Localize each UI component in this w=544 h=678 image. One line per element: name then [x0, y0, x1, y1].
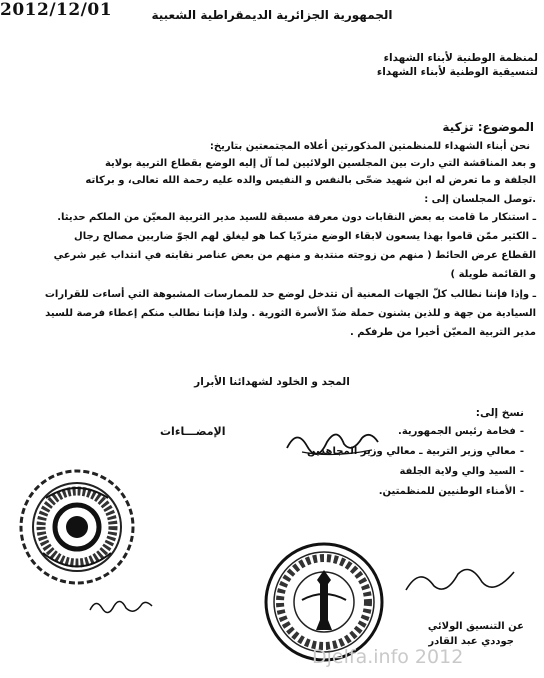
- copy-to-item: -السيد والي ولاية الجلفة: [399, 466, 524, 477]
- body-line: نحن أبناء الشهداء للمنظمتين المذكورتين أعلاه المجتمعتين بتاريخ:: [209, 141, 530, 152]
- body-line: الجلفة و ما تعرض له ابن شهيد ضحّى بالنفس و النفيس والده عليه رحمة الله تعالى، و بركاته: [85, 175, 536, 186]
- copy-to-item: -معالي وزير التربية ـ معالي وزير المجاهدين: [307, 446, 524, 457]
- watermark: Djelfa.info 2012: [312, 646, 464, 668]
- bottom-signature-line-2: جوددي عبد القادر: [428, 636, 514, 647]
- copy-to-item: -فخامة رئيس الجمهورية.: [398, 426, 524, 437]
- copy-to-heading: نسخ إلى:: [475, 407, 524, 419]
- body-line: و القائمة طويلة ): [450, 269, 536, 280]
- signatures-title: الإمضـــاءات: [160, 425, 226, 438]
- body-line: مدير التربية المعيّن أخيرا من طرفكم .: [349, 327, 536, 338]
- organization-name-2: لتنسيقية الوطنية لأبناء الشهداء: [376, 66, 538, 78]
- body-line: القطاع عرض الحائط ( منهم من زوجته منتدبة و منهم من بعض عناصر نقابته في انتداب غير شرعي: [53, 250, 536, 261]
- organization-name-1: لمنظمة الوطنية لأبناء الشهداء: [383, 52, 538, 64]
- bottom-signature-line-1: عن التنسيق الولائي: [427, 621, 524, 632]
- body-line: ـ استنكار ما قامت به بعض النقابات دون معرفة مسبقة للسيد مدير التربية المعيّن من الملكم حديثا.: [57, 212, 536, 223]
- document-date: 2012/12/01: [0, 0, 113, 20]
- country-header: الجمهورية الجزائرية الديمقراطية الشعبية: [151, 8, 393, 22]
- body-line: السيادية من جهة و للذين يشنون حملة ضدّ الأسرة الثورية . ولذا فإننا نطالب منكم إعطاء فرصة للسيد: [45, 308, 536, 319]
- body-line: .توصل المجلسان إلى :: [424, 194, 536, 205]
- body-line: ـ الكثير ممّن قاموا بهذا يسعون لابقاء الوضع متردّيا كما هو ليغلق لهم الجوّ ضاربين مصالح رجال: [74, 231, 536, 242]
- handwritten-signature-bottom-right: [400, 560, 520, 600]
- closing-line: المجد و الخلود لشهدائنا الأبرار: [194, 376, 350, 388]
- handwritten-signature-middle: [282, 420, 382, 460]
- copy-to-item: -الأمناء الوطنيين للمنظمتين.: [378, 486, 524, 497]
- body-line: و بعد المناقشة التي دارت بين المجلسين الولائيين لما آل إليه الوضع بقطاع التربية بولاية: [104, 158, 536, 169]
- official-stamp-left: [18, 468, 136, 586]
- handwritten-signature-bottom-left: [88, 594, 154, 618]
- subject-line: الموضوع: تزكية: [442, 120, 534, 134]
- body-line: ـ وإذا فإننا نطالب كلّ الجهات المعنية أن تتدخل لوضع حد للممارسات المشبوهة التي أساءت للقرارات: [44, 289, 536, 300]
